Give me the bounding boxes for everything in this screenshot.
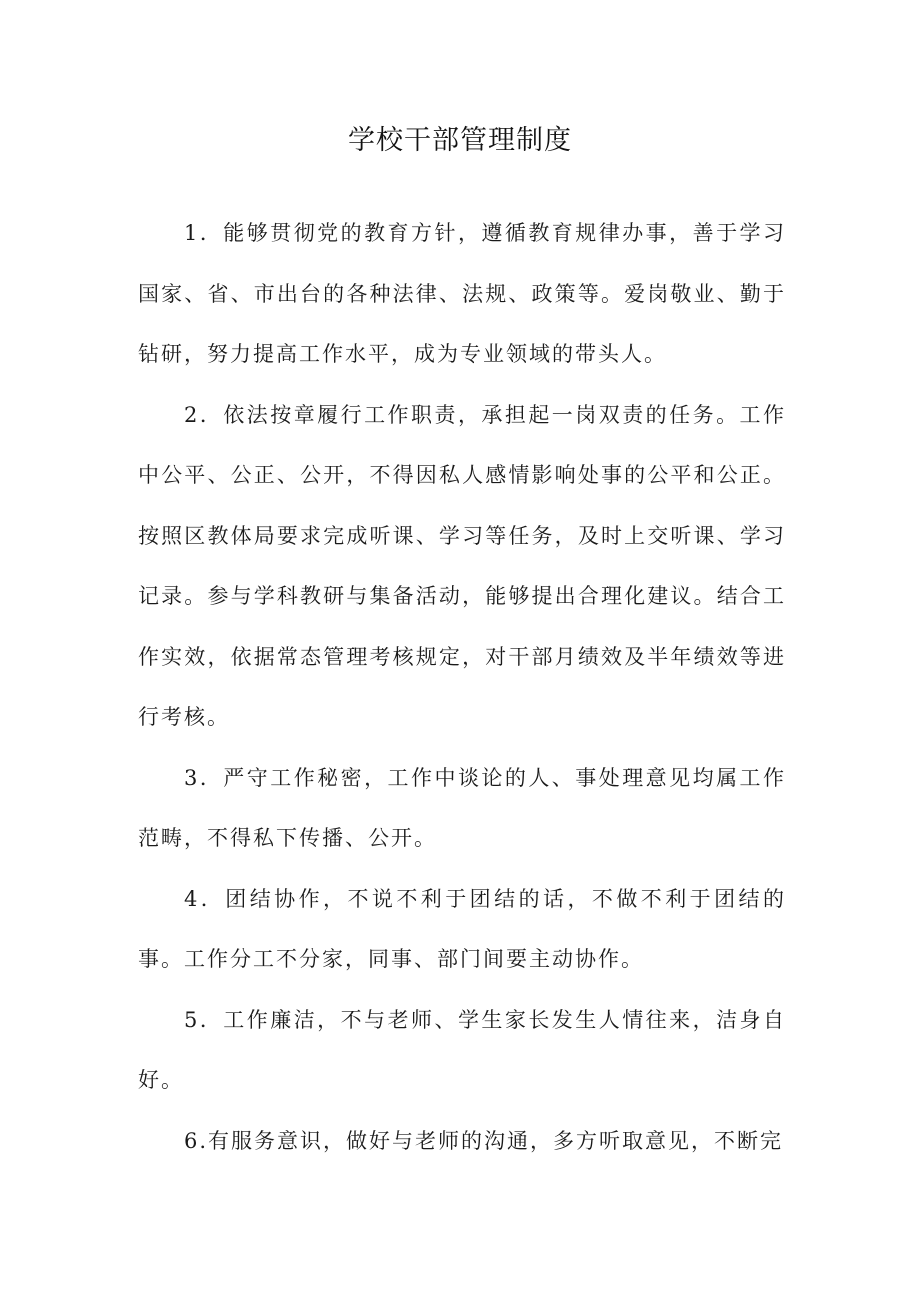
document-body (138, 203, 786, 1171)
paragraph-6: 6.有服务意识，做好与老师的沟通，多方听取意见，不断完 (184, 1128, 784, 1153)
paragraph-2: 2．依法按章履行工作职责，承担起一岗双责的任务。工作中公平、公正、公开，不得因私人感情影响处事的公平和公正。按照区教体局要求完成听课、学习等任务，及时上交听课、学习记录。参与学科教研与集备活动，能够提出合理化建议。结合工作实效，依据常态管理考核规定，对干部月绩效及半年绩效等进行考核。 (138, 402, 786, 729)
paragraph-3: 3．严守工作秘密，工作中谈论的人、事处理意见均属工作范畴，不得私下传播、公开。 (138, 765, 786, 850)
paragraph-5: 5．工作廉洁，不与老师、学生家长发生人情往来，洁身自好。 (138, 1007, 786, 1092)
document-title: 学校干部管理制度 (348, 125, 572, 156)
paragraph-4: 4．团结协作，不说不利于团结的话，不做不利于团结的事。工作分工不分家，同事、部门间要主动协作。 (138, 886, 786, 971)
paragraph-1: 1．能够贯彻党的教育方针，遵循教育规律办事，善于学习国家、省、市出台的各种法律、法规、政策等。爱岗敬业、勤于钻研，努力提高工作水平，成为专业领域的带头人。 (138, 221, 786, 366)
